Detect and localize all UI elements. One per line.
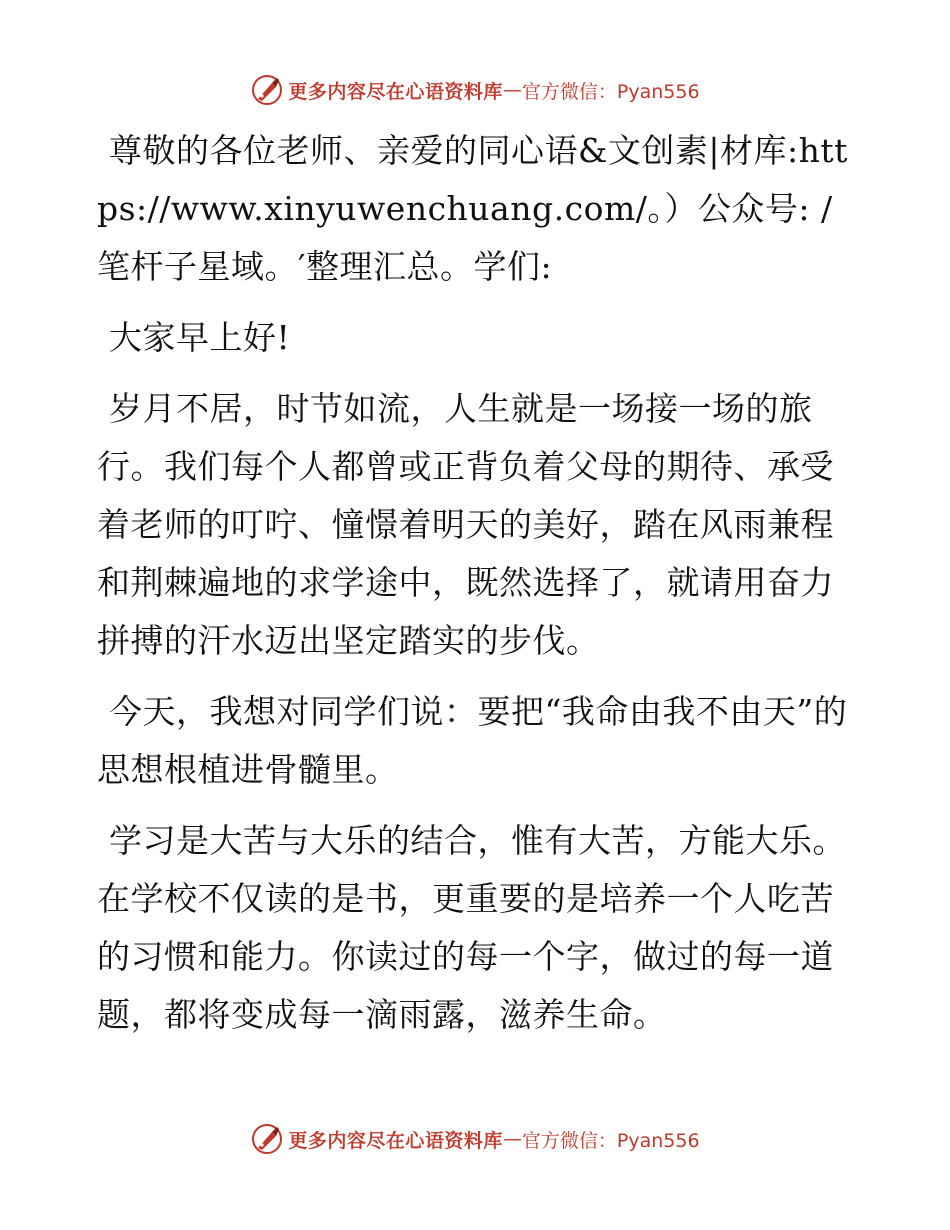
banner-wechat: 官方微信：Pyan556 — [521, 1129, 700, 1152]
footer-banner — [0, 1121, 950, 1157]
header-banner — [0, 72, 950, 108]
paragraph-journey: 岁月不居，时节如流，人生就是一场接一场的旅行。我们每个人都曾或正背负着父母的期待、承受着老师的叮咛、憧憬着明天的美好，踏在风雨兼程和荆棘遍地的求学途中，既然选择了，就请用奋力拼搏的汗水迈出坚定踏实的步伐。 — [97, 389, 834, 660]
paragraph-destiny: 今天，我想对同学们说：要把“我命由我不由天”的思想根植进骨髓里。 — [97, 692, 848, 789]
banner-dash: — — [502, 79, 522, 101]
pen-nib-logo-icon — [250, 73, 284, 107]
paragraph-learning: 学习是大苦与大乐的结合，惟有大苦，方能大乐。在学校不仅读的是书，更重要的是培养一个人吃苦的习惯和能力。你读过的每一个字，做过的每一道题，都将变成每一滴雨露，滋养生命。 — [97, 821, 846, 1034]
banner-text: 更多内容尽在心语资料库 — [288, 1129, 503, 1152]
pen-nib-logo-icon — [250, 1122, 284, 1156]
banner-dash: — — [502, 1128, 522, 1150]
document-body — [97, 122, 857, 1057]
banner-text: 更多内容尽在心语资料库 — [288, 80, 503, 103]
banner-wechat: 官方微信：Pyan556 — [521, 80, 700, 103]
paragraph-greeting-header: 尊敬的各位老师、亲爱的同心语&文创素|材库:https://www.xinyuwenchuang.com/。）公众号: /笔杆子星域。′整理汇总。学们: — [97, 131, 848, 286]
paragraph-good-morning: 大家早上好! — [109, 318, 291, 357]
